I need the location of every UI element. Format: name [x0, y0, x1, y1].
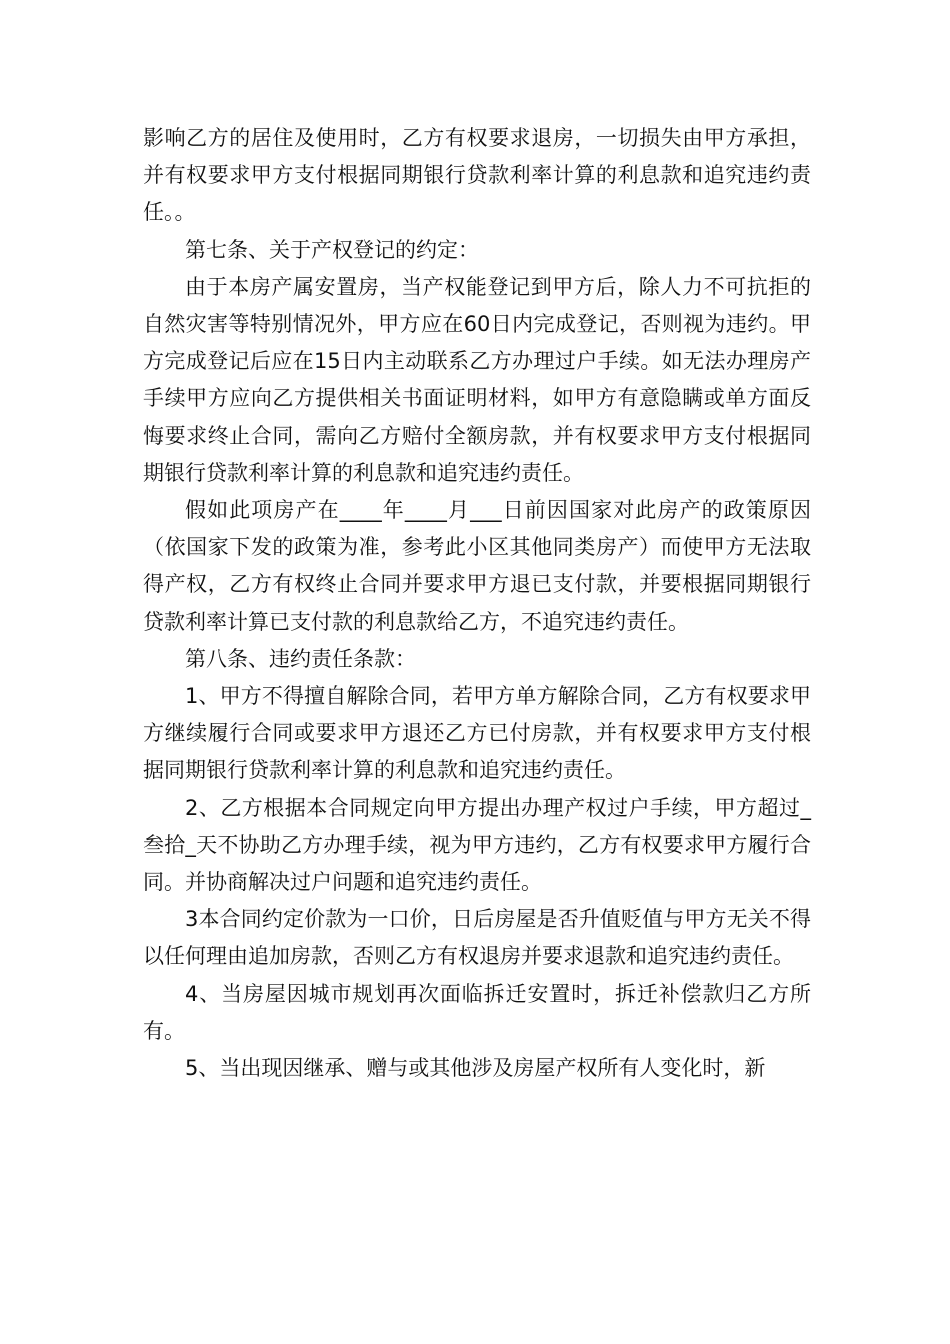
- article-8-clause-3: 3本合同约定价款为一口价，日后房屋是否升值贬值与甲方无关不得以任何理由追加房款，否则乙方有权退房并要求退款和追究违约责任。: [143, 907, 811, 969]
- article-8-heading: 第八条、违约责任条款：: [185, 646, 416, 671]
- article-7-policy-paragraph: 假如此项房产在____年____月___日前因国家对此房产的政策原因（依国家下发的政策为准，参考此小区其他同类房产）而使甲方无法取得产权，乙方有权终止合同并要求甲方退已支付款，并要根据同期银行贷款利率计算已支付款的利息款给乙方，不追究违约责任。: [143, 498, 811, 634]
- document-body: [143, 120, 811, 1087]
- article-7-heading: 第七条、关于产权登记的约定：: [185, 237, 479, 262]
- article-7-registration-paragraph: 由于本房产属安置房，当产权能登记到甲方后，除人力不可抗拒的自然灾害等特别情况外，甲方应在60日内完成登记，否则视为违约。甲方完成登记后应在15日内主动联系乙方办理过户手续。如无法办理房产手续甲方应向乙方提供相关书面证明材料，如甲方有意隐瞒或单方面反悔要求终止合同，需向乙方赔付全额房款，并有权要求甲方支付根据同期银行贷款利率计算的利息款和追究违约责任。: [143, 274, 811, 485]
- article-8-clause-5: 5、当出现因继承、赠与或其他涉及房屋产权所有人变化时，新: [185, 1056, 766, 1081]
- article-8-clause-4: 4、当房屋因城市规划再次面临拆迁安置时，拆迁补偿款归乙方所有。: [143, 981, 811, 1043]
- article-8-clause-1: 1、甲方不得擅自解除合同，若甲方单方解除合同，乙方有权要求甲方继续履行合同或要求甲方退还乙方已付房款，并有权要求甲方支付根据同期银行贷款利率计算的利息款和追究违约责任。: [143, 684, 811, 783]
- paragraph-continuation: 影响乙方的居住及使用时，乙方有权要求退房，一切损失由甲方承担，并有权要求甲方支付根据同期银行贷款利率计算的利息款和追究违约责任。。: [143, 126, 811, 225]
- article-8-clause-2: 2、乙方根据本合同规定向甲方提出办理产权过户手续，甲方超过_叁拾_天不协助乙方办理手续，视为甲方违约，乙方有权要求甲方履行合同。并协商解决过户问题和追究违约责任。: [143, 795, 811, 895]
